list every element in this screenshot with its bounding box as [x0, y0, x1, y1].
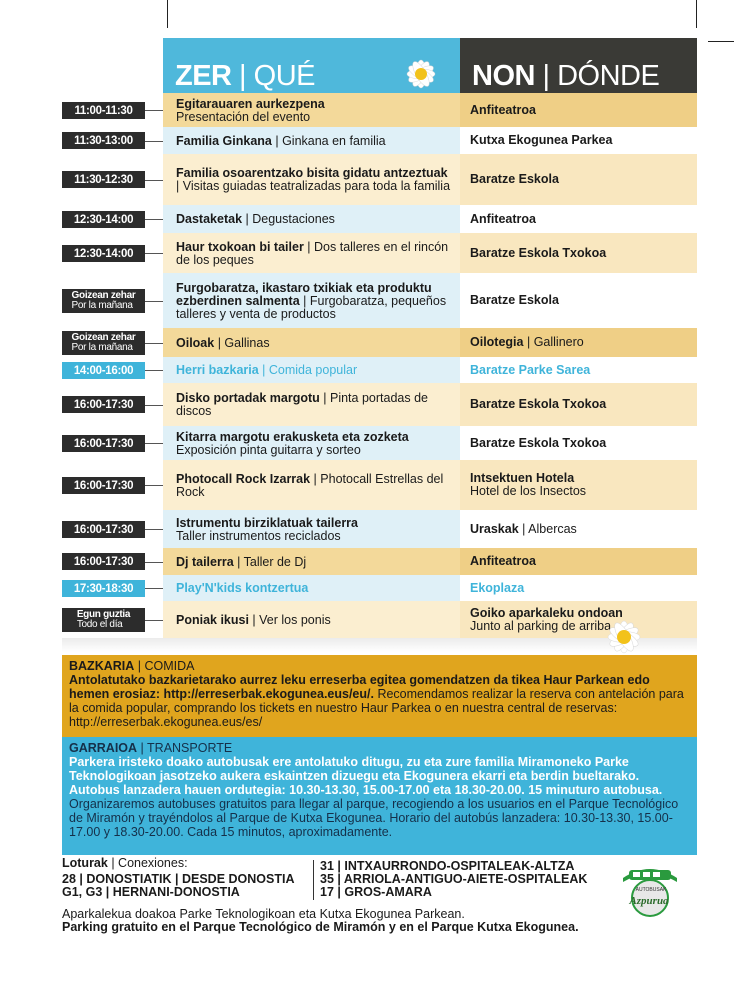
location-cell: Anfiteatroa — [460, 205, 697, 233]
row-connector — [145, 301, 163, 302]
activity-cell: Egitarauaren aurkezpena Presentación del evento — [163, 93, 460, 127]
schedule-row — [0, 460, 734, 510]
schedule-row — [0, 383, 734, 426]
activity-cell: Herri bazkaria | Comida popular — [163, 357, 460, 383]
divider — [313, 860, 314, 900]
where-header: NON | DÓNDE — [460, 38, 697, 93]
schedule-row — [0, 575, 734, 601]
time-badge: 16:00-17:30 — [62, 553, 145, 570]
what-header: ZER | QUÉ — [163, 38, 460, 93]
time-badge: 11:30-13:00 — [62, 132, 145, 149]
schedule-row — [0, 357, 734, 383]
row-connector — [145, 620, 163, 621]
schedule-row — [0, 426, 734, 460]
time-badge: Goizean zehar Por la mañana — [62, 289, 145, 313]
row-connector — [145, 110, 163, 111]
svg-text:AUTOBUSAK: AUTOBUSAK — [635, 887, 667, 893]
time-badge: 14:00-16:00 — [62, 362, 145, 379]
activity-cell: Familia osoarentzako bisita gidatu antzeztuak | Visitas guiadas teatralizadas para toda la familia — [163, 154, 460, 205]
location-cell: Ekoplaza — [460, 575, 697, 601]
row-connector — [145, 443, 163, 444]
location-cell: Baratze Parke Sarea — [460, 357, 697, 383]
connections-right: 31 | INTXAURRONDO-OSPITALEAK-ALTZA 35 | ARRIOLA-ANTIGUO-AIETE-OSPITALEAK 17 | GROS-AMARA — [320, 859, 588, 899]
time-badge: 17:30-18:30 — [62, 580, 145, 597]
activity-cell: Kitarra margotu erakusketa eta zozketa Exposición pinta guitarra y sorteo — [163, 426, 460, 460]
location-cell: Baratze Eskola Txokoa — [460, 233, 697, 273]
transport-section — [62, 737, 697, 855]
activity-cell: Familia Ginkana | Ginkana en familia — [163, 127, 460, 154]
schedule-row — [0, 93, 734, 127]
time-badge: 11:30-12:30 — [62, 171, 145, 188]
activity-cell: Disko portadak margotu | Pinta portadas de discos — [163, 383, 460, 426]
row-connector — [145, 588, 163, 589]
connections-title: Loturak | Conexiones: — [62, 856, 188, 870]
schedule-row — [0, 328, 734, 357]
connections-left: 28 | DONOSTIATIK | DESDE DONOSTIA G1, G3 | HERNANI-DONOSTIA — [62, 872, 295, 899]
location-cell: Intsektuen Hotela Hotel de los Insectos — [460, 460, 697, 510]
schedule-row — [0, 205, 734, 233]
location-cell: Kutxa Ekogunea Parkea — [460, 127, 697, 154]
schedule-row — [0, 154, 734, 205]
parking-note-es: Parking gratuito en el Parque Tecnológico de Miramón y en el Parque Kutxa Ekogunea. — [62, 920, 579, 934]
location-cell: Baratze Eskola — [460, 154, 697, 205]
daisy-flower-icon — [393, 52, 449, 96]
row-connector — [145, 562, 163, 563]
row-connector — [145, 180, 163, 181]
activity-cell: Haur txokoan bi tailer | Dos talleres en el rincón de los peques — [163, 233, 460, 273]
crop-mark — [708, 41, 734, 42]
row-connector — [145, 141, 163, 142]
lunch-title: BAZKARIA | COMIDA — [69, 659, 195, 673]
time-badge: 16:00-17:30 — [62, 477, 145, 494]
location-cell: Baratze Eskola — [460, 273, 697, 328]
svg-text:Azpurua: Azpurua — [629, 895, 669, 907]
schedule-row — [0, 510, 734, 548]
transport-text: Parkera iristeko doako autobusak ere antolatuko ditugu, zu eta zure familia Miramoneko Parke Teknologikoan jasotzeko aukera eskaintzen dizuegu eta Ekogunera ekarri eta berdin bueltarako. Autobus lanzadera hauen ordutegia: 10.30-13.30, 15.00-17.00 eta 18.30-20.00. 15 minuturo autobusa. Organizaremos autobuses gratuitos para llegar al parque, recogiendo a los usuarios en el Parque Tecnológico de Miramón y trayéndolos al Parque de Kutxa Ekogunea. Horario del autobús lanzadera: 10.30-13.30, 15.00-17.00 y 18.30-20.00. Cada 15 minutos, aproximadamente. — [69, 755, 679, 839]
schedule-row — [0, 233, 734, 273]
location-cell: Uraskak | Albercas — [460, 510, 697, 548]
location-cell: Anfiteatroa — [460, 548, 697, 575]
activity-cell: Dj tailerra | Taller de Dj — [163, 548, 460, 575]
location-cell: Goiko aparkaleku ondoan Junto al parking de arriba — [460, 601, 697, 638]
row-connector — [145, 405, 163, 406]
row-connector — [145, 485, 163, 486]
time-badge: 16:00-17:30 — [62, 521, 145, 538]
location-cell: Oilotegia | Gallinero — [460, 328, 697, 357]
activity-cell: Poniak ikusi | Ver los ponis — [163, 601, 460, 638]
crop-mark — [167, 0, 168, 28]
location-cell: Anfiteatroa — [460, 93, 697, 127]
schedule-row — [0, 548, 734, 575]
transport-title: GARRAIOA | TRANSPORTE — [69, 741, 233, 755]
azpurua-bus-logo — [615, 858, 685, 920]
activity-cell: Photocall Rock Izarrak | Photocall Estrellas del Rock — [163, 460, 460, 510]
activity-cell: Dastaketak | Degustaciones — [163, 205, 460, 233]
schedule-row — [0, 273, 734, 328]
activity-cell: Oiloak | Gallinas — [163, 328, 460, 357]
time-badge: 16:00-17:30 — [62, 435, 145, 452]
time-badge: Egun guztia Todo el día — [62, 608, 145, 632]
location-cell: Baratze Eskola Txokoa — [460, 426, 697, 460]
lunch-text: Antolatutako bazkarietarako aurrez leku erreserba egitea gomendatzen da tikea Haur Parkean edo hemen erosiaz: http://erreserbak.ekogunea.eus/eu/. Recomendamos realizar la reserva con antelación para la comida popular, comprando los tickets en nuestro Haur Parkea o en nuestra central de reservas: http://erreserbak.ekogunea.eus/es/ — [69, 673, 684, 729]
time-badge: Goizean zehar Por la mañana — [62, 331, 145, 355]
time-badge: 16:00-17:30 — [62, 396, 145, 413]
row-connector — [145, 343, 163, 344]
row-connector — [145, 370, 163, 371]
row-connector — [145, 529, 163, 530]
crop-mark — [696, 0, 697, 28]
parking-note-eu: Aparkalekua doakoa Parke Teknologikoan eta Kutxa Ekogunea Parkean. — [62, 907, 465, 921]
lunch-section — [62, 655, 697, 737]
row-connector — [145, 253, 163, 254]
time-badge: 12:30-14:00 — [62, 245, 145, 262]
activity-cell: Play'N'kids kontzertua — [163, 575, 460, 601]
row-connector — [145, 219, 163, 220]
activity-cell: Furgobaratza, ikastaro txikiak eta produktu ezberdinen salmenta | Furgobaratza, pequeños talleres y venta de productos — [163, 273, 460, 328]
activity-cell: Istrumentu birziklatuak tailerra Taller instrumentos reciclados — [163, 510, 460, 548]
schedule-row — [0, 127, 734, 154]
location-cell: Baratze Eskola Txokoa — [460, 383, 697, 426]
time-badge: 11:00-11:30 — [62, 102, 145, 119]
time-badge: 12:30-14:00 — [62, 211, 145, 228]
